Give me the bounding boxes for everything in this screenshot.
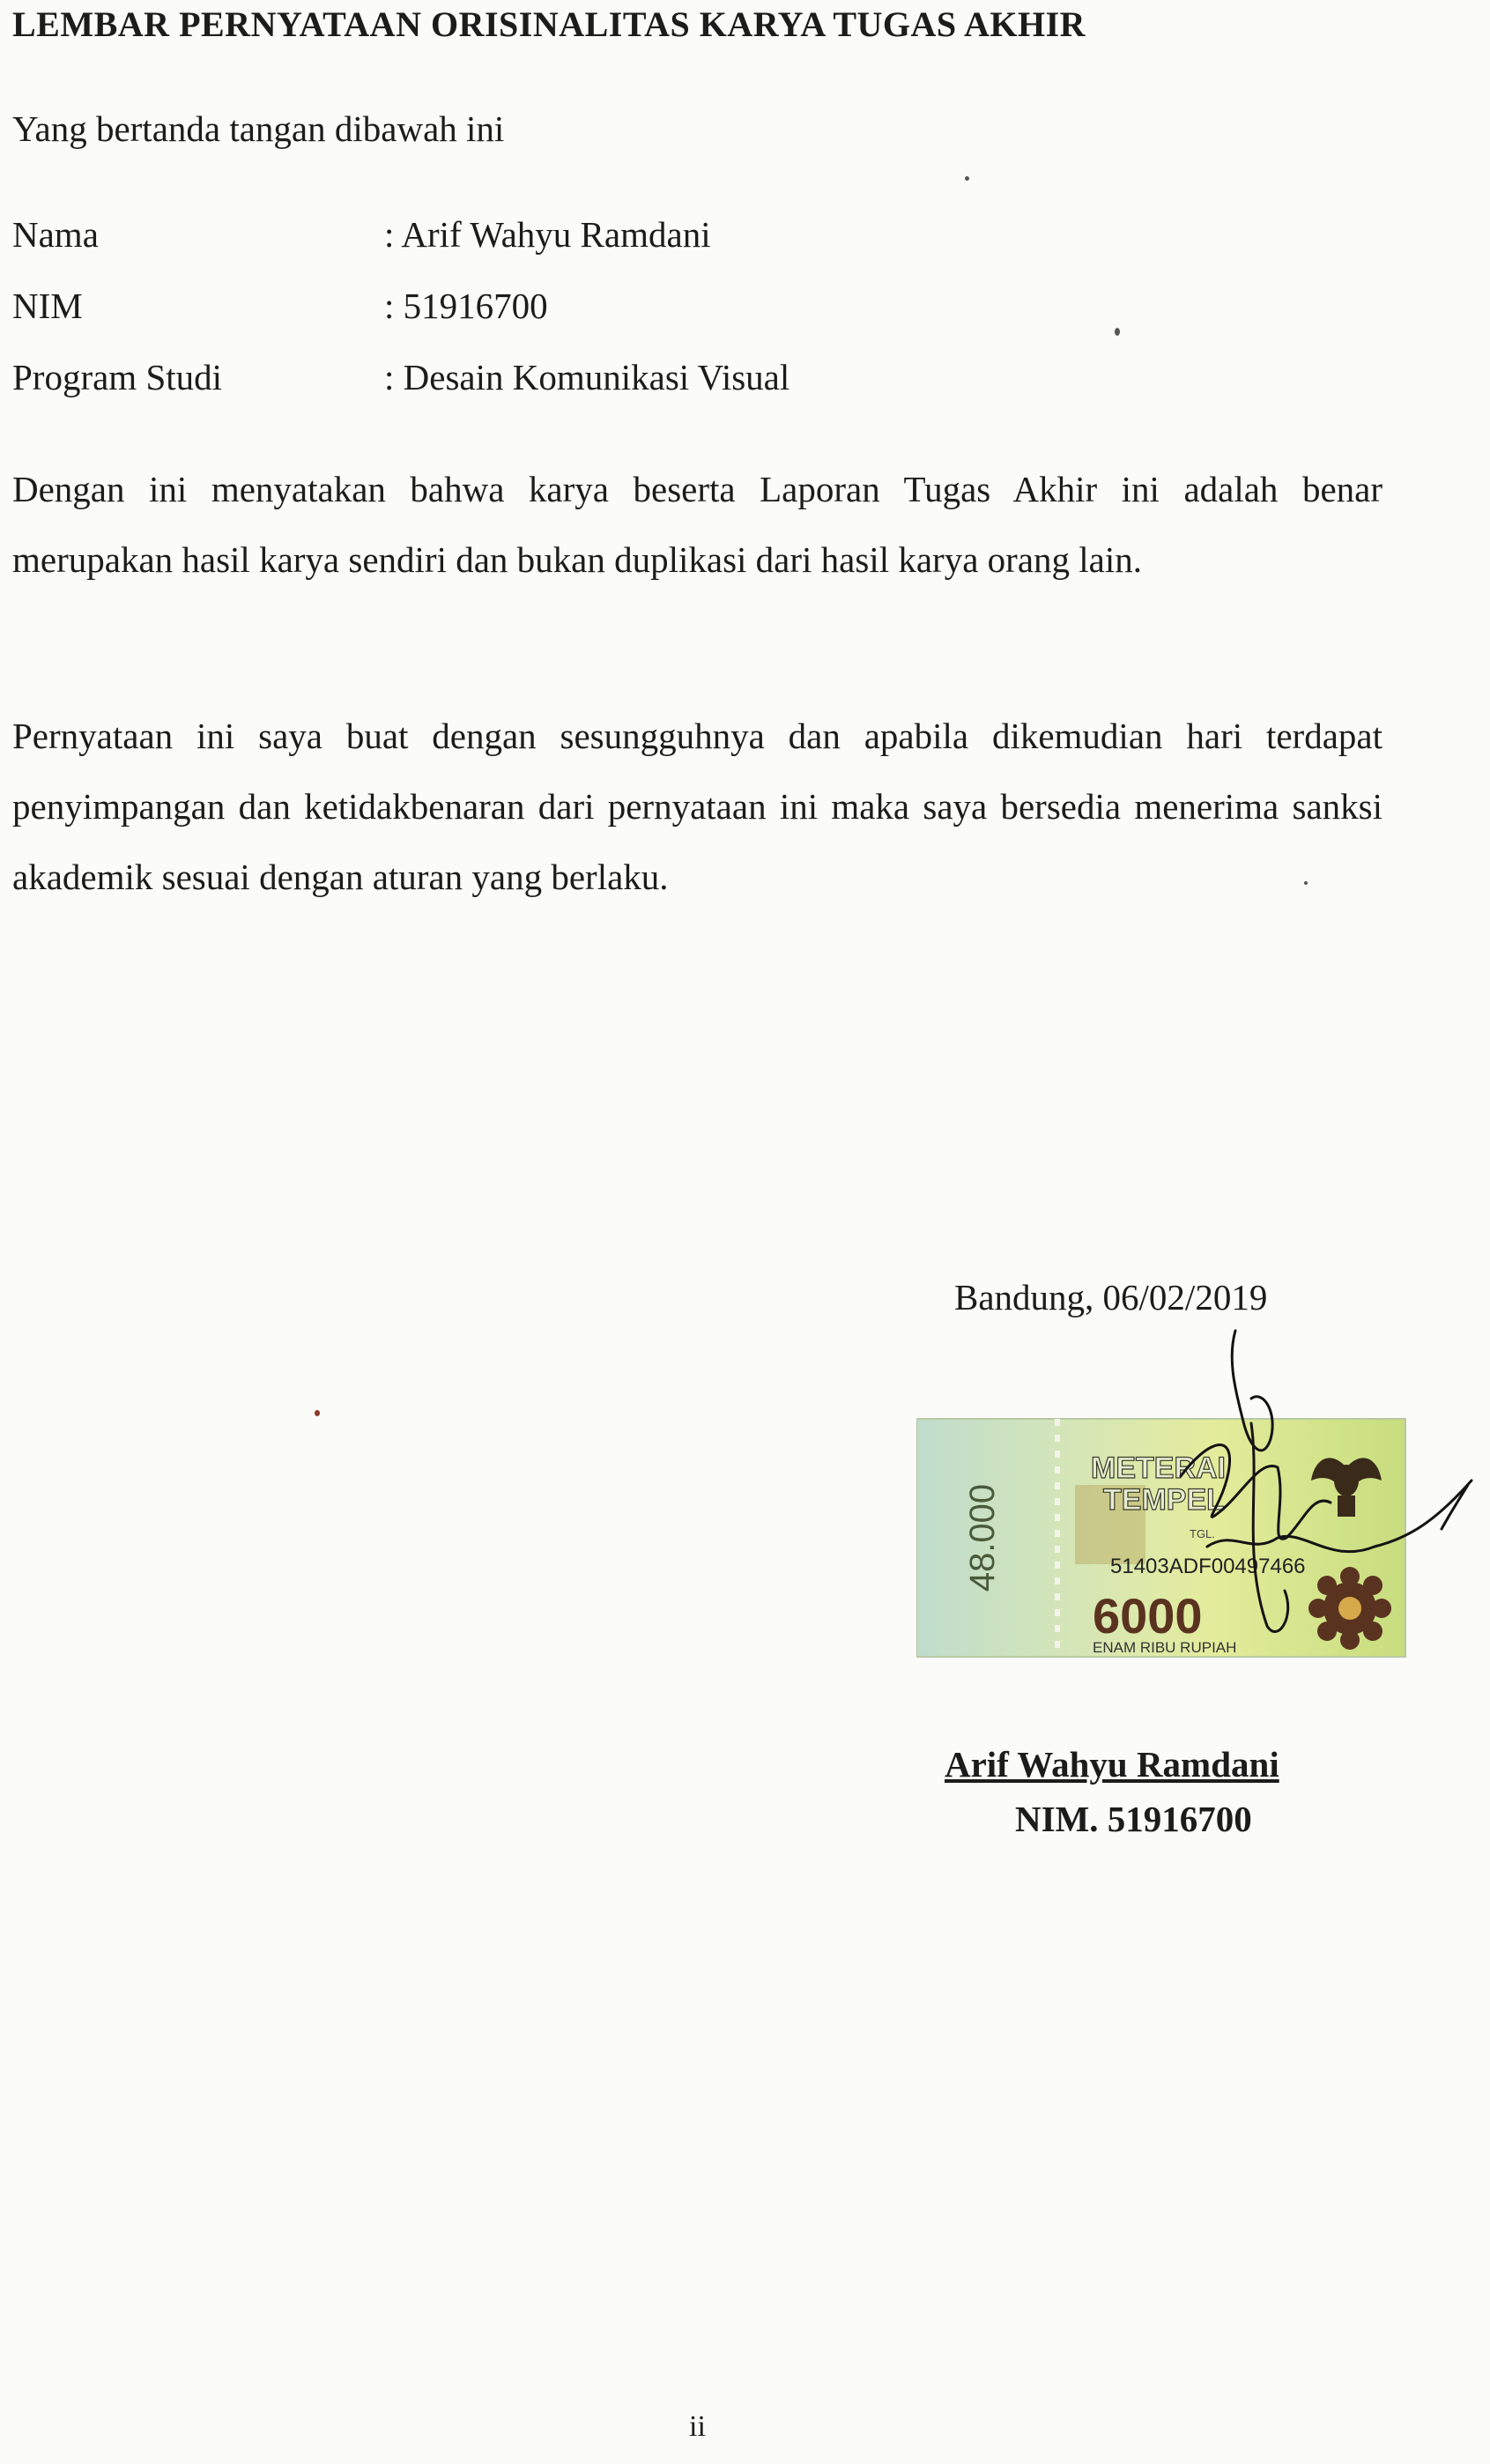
statement-paragraph: Pernyataan ini saya buat dengan sesungguhnya dan apabila dikemudian hari terdapat penyimpangan dan ketidakbenaran dari pernyataan ini maka saya bersedia menerima sanksi akademik sesuai dengan aturan yang berlaku. bbox=[12, 716, 1383, 897]
field-label: Nama bbox=[12, 214, 99, 255]
place-date: Bandung, 06/02/2019 bbox=[954, 1277, 1268, 1317]
field-value: : Desain Komunikasi Visual bbox=[384, 357, 790, 397]
field-label: NIM bbox=[12, 286, 83, 326]
stamp-date-label: TGL. bbox=[1190, 1527, 1215, 1540]
field-value: : Arif Wahyu Ramdani bbox=[384, 214, 711, 255]
statement-paragraph: Dengan ini menyatakan bahwa karya beserta Laporan Tugas Akhir ini adalah benar merupakan hasil karya sendiri dan bukan duplikasi dari hasil karya orang lain. bbox=[12, 469, 1383, 580]
revenue-stamp bbox=[916, 1326, 1480, 1696]
stamp-side-value: 48.000 bbox=[963, 1483, 1002, 1592]
scan-speck bbox=[965, 176, 969, 181]
scan-speck bbox=[1115, 328, 1120, 336]
flower-ornament-icon bbox=[1308, 1567, 1391, 1650]
signatory-name: Arif Wahyu Ramdani bbox=[945, 1744, 1279, 1785]
intro-text: Yang bertanda tangan dibawah ini bbox=[12, 108, 505, 149]
field-value: : 51916700 bbox=[384, 286, 548, 326]
stamp-amount: 6000 bbox=[1093, 1588, 1203, 1644]
stamp-title-2: TEMPEL bbox=[1103, 1483, 1225, 1517]
field-label: Program Studi bbox=[12, 357, 223, 397]
page-number: ii bbox=[689, 2410, 706, 2443]
signatory-nim: NIM. 51916700 bbox=[1015, 1799, 1252, 1839]
scan-speck bbox=[315, 1410, 320, 1416]
stamp-amount-words: ENAM RIBU RUPIAH bbox=[1093, 1639, 1237, 1656]
stamp-serial: 51403ADF00497466 bbox=[1110, 1555, 1306, 1578]
page-title: LEMBAR PERNYATAAN ORISINALITAS KARYA TUGAS AKHIR bbox=[12, 4, 1086, 44]
scan-speck bbox=[1304, 881, 1308, 885]
stamp-title-1: METERAI bbox=[1091, 1451, 1226, 1485]
